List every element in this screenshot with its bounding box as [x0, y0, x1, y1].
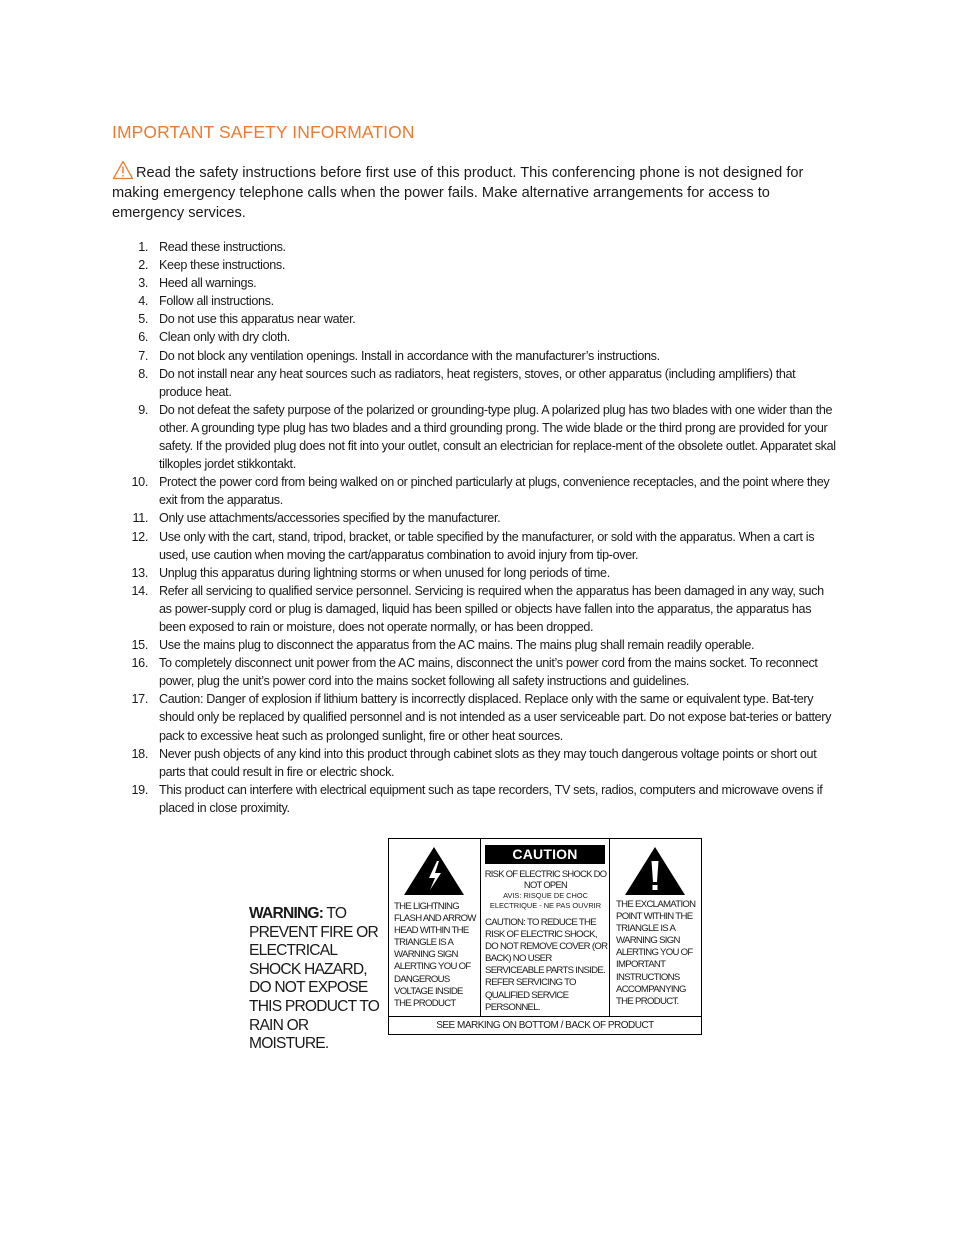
- list-item-number: 3.: [138, 276, 148, 291]
- list-item: [126, 636, 836, 654]
- list-item-text: Clean only with dry cloth.: [159, 330, 290, 345]
- instruction-list: [126, 238, 836, 817]
- list-item-number: 18.: [131, 746, 148, 761]
- marking-location-text: SEE MARKING ON BOTTOM / BACK OF PRODUCT: [389, 1016, 701, 1034]
- list-item-text: Use the mains plug to disconnect the apparatus from the AC mains. The mains plug shall remain readily operable.: [159, 638, 755, 653]
- list-item-text: Do not defeat the safety purpose of the polarized or grounding-type plug. A polarized plug has two blades with one wider than the other. A grounding type plug has two blades and a third grounding prong. The wide blade or the third prong are provided for your safety. If the provided plug does not fit into your outlet, consult an electrician for replace-ment of the obsolete outlet. Apparatet skal tilkoples jordet stikkontakt.: [159, 402, 836, 472]
- list-item: [126, 564, 836, 582]
- list-item-number: 2.: [138, 258, 148, 273]
- list-item-number: 4.: [138, 294, 148, 309]
- warning-triangle-icon: [112, 160, 134, 180]
- list-item-number: 6.: [138, 330, 148, 345]
- list-item: [126, 310, 836, 328]
- list-item-text: Only use attachments/accessories specified by the manufacturer.: [159, 511, 501, 526]
- list-item: [126, 654, 836, 690]
- list-item-number: 7.: [138, 348, 148, 363]
- caution-label-left-panel: [389, 839, 481, 1016]
- exclamation-explanation: THE EXCLAMATION POINT WITHIN THE TRIANGLE IS A WARNING SIGN ALERTING YOU OF IMPORTANT INSTRUCTIONS ACCOMPANYING THE PRODUCT.: [616, 899, 696, 1007]
- intro-paragraph: [112, 160, 842, 223]
- list-item: [126, 328, 836, 346]
- warning-body: TO PREVENT FIRE OR ELECTRICAL SHOCK HAZARD, DO NOT EXPOSE THIS PRODUCT TO RAIN OR MOISTURE.: [249, 905, 380, 1053]
- list-item-text: Refer all servicing to qualified service personnel. Servicing is required when the apparatus has been damaged in any way, such as power-supply cord or plug is damaged, liquid has been spilled or objects have fallen into the apparatus, the apparatus has been exposed to rain or moisture, does not operate normally, or has been dropped.: [159, 583, 824, 634]
- list-item-text: To completely disconnect unit power from the AC mains, disconnect the unit’s power cord from the mains socket. To reconnect power, plug the unit’s power cord into the mains socket following all safety instructions and guidelines.: [159, 656, 818, 689]
- warning-statement: [249, 905, 389, 1054]
- list-item-number: 9.: [138, 402, 148, 417]
- lightning-triangle-icon: [401, 845, 467, 897]
- list-item: [126, 582, 836, 636]
- list-item-number: 11.: [132, 511, 148, 526]
- list-item: [126, 401, 836, 473]
- list-item: [126, 690, 836, 744]
- caution-label-right-panel: [610, 839, 702, 1016]
- caution-explanation: CAUTION: TO REDUCE THE RISK OF ELECTRIC SHOCK, DO NOT REMOVE COVER (OR BACK) NO USER SERVICEABLE PARTS INSIDE. REFER SERVICING TO QUALIFIED SERVICE PERSONNEL.: [485, 917, 608, 1013]
- list-item-number: 15.: [131, 638, 148, 653]
- risk-of-shock-text: RISK OF ELECTRIC SHOCK DO NOT OPEN: [484, 868, 607, 890]
- list-item-number: 19.: [131, 782, 148, 797]
- list-item-number: 5.: [138, 312, 148, 327]
- list-item-text: Heed all warnings.: [159, 276, 257, 291]
- list-item-text: Use only with the cart, stand, tripod, bracket, or table specified by the manufacturer, or sold with the apparatus. When a cart is used, use caution when moving the cart/apparatus combination to avoid injury from tip-over.: [159, 529, 815, 562]
- list-item-number: 14.: [131, 583, 148, 598]
- page-title: IMPORTANT SAFETY INFORMATION: [112, 122, 415, 142]
- lightning-explanation: THE LIGHTNING FLASH AND ARROW HEAD WITHIN THE TRIANGLE IS A WARNING SIGN ALERTING YOU OF DANGEROUS VOLTAGE INSIDE THE PRODUCT: [394, 901, 476, 1009]
- list-item-number: 16.: [131, 656, 148, 671]
- caution-label: [388, 838, 702, 1035]
- list-item: [126, 509, 836, 527]
- caution-title: CAUTION: [485, 845, 605, 864]
- french-warning-text: AVIS: RISQUE DE CHOC ELECTRIQUE - NE PAS OUVRIR: [489, 891, 602, 910]
- list-item: [126, 745, 836, 781]
- list-item-text: Do not use this apparatus near water.: [159, 312, 356, 327]
- list-item-text: This product can interfere with electrical equipment such as tape recorders, TV sets, radios, computers and microwave ovens if placed in close proximity.: [159, 782, 823, 815]
- list-item-text: Follow all instructions.: [159, 294, 274, 309]
- intro-text: Read the safety instructions before first use of this product. This conferencing phone is not designed for making emergency telephone calls when the power fails. Make alternative arrangements for access to emergency services.: [112, 165, 804, 221]
- exclamation-triangle-icon: [622, 845, 688, 897]
- list-item: [126, 473, 836, 509]
- list-item: [126, 781, 836, 817]
- list-item-text: Unplug this apparatus during lightning storms or when unused for long periods of time.: [159, 565, 610, 580]
- list-item: [126, 274, 836, 292]
- list-item: [126, 347, 836, 365]
- list-item: [126, 292, 836, 310]
- warning-word: WARNING:: [249, 905, 324, 922]
- list-item: [126, 238, 836, 256]
- list-item-number: 1.: [138, 240, 148, 254]
- list-item-number: 10.: [131, 475, 148, 490]
- list-item-text: Do not install near any heat sources such as radiators, heat registers, stoves, or other apparatus (including amplifiers) that produce heat.: [159, 366, 796, 399]
- caution-label-middle-panel: [481, 839, 610, 1016]
- list-item-text: Caution: Danger of explosion if lithium battery is incorrectly displaced. Replace only with the same or equivalent type. Bat-tery should only be replaced by qualified personnel and is not intended as a user serviceable part. Do not expose bat-teries or battery pack to excessive heat such as prolonged sunlight, fire or other heat sources.: [159, 692, 832, 743]
- list-item-text: Never push objects of any kind into this product through cabinet slots as they may touch dangerous voltage points or short out parts that could result in fire or electric shock.: [159, 746, 817, 779]
- list-item-number: 17.: [131, 692, 148, 707]
- list-item-number: 8.: [138, 366, 148, 381]
- list-item-number: 12.: [131, 529, 148, 544]
- list-item: [126, 365, 836, 401]
- list-item-text: Protect the power cord from being walked on or pinched particularly at plugs, convenience receptacles, and the point where they exit from the apparatus.: [159, 475, 830, 508]
- list-item-number: 13.: [131, 565, 148, 580]
- list-item-text: Keep these instructions.: [159, 258, 286, 273]
- list-item: [126, 256, 836, 274]
- list-item-text: Read these instructions.: [159, 240, 286, 254]
- list-item: [126, 528, 836, 564]
- list-item-text: Do not block any ventilation openings. Install in accordance with the manufacturer’s instructions.: [159, 348, 660, 363]
